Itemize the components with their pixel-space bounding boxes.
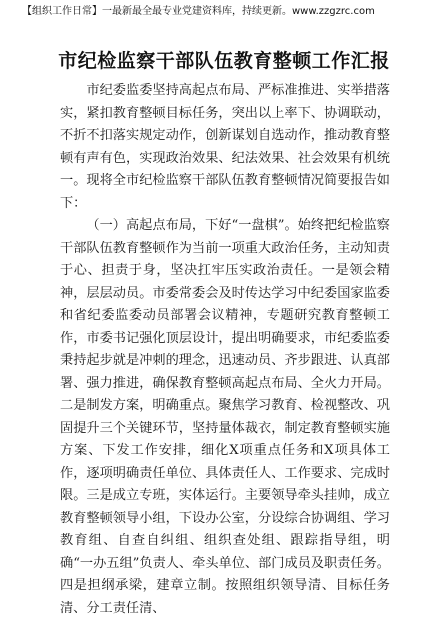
paragraph-intro: 市纪委监委坚持高起点布局、严标准推进、实举措落实，紧扣教育整顿目标任务，突出以上率下、协调联动，不折不扣落实规定动作，创新谋划自选动作，推动教育整顿有声有色，实现政治效果、纪法效果、社会效果有机统一。现将全市纪检监察干部队伍教育整顿情况简要报告如下：: [60, 83, 390, 211]
document-body: [60, 80, 390, 620]
document-title: 市纪检监察干部队伍教育整顿工作汇报: [58, 50, 390, 72]
paragraph-section-one: （一）高起点布局，下好“一盘棋”。始终把纪检监察干部队伍教育整顿作为当前一项重大政治任务，主动知责于心、担责于身，坚决扛牢压实政治责任。一是领会精神，层层动员。市委常委会及时传达学习中纪委国家监委和省纪委监委动员部署会议精神，专题研究教育整顿工作，市委书记强化顶层设计，提出明确要求，市纪委监委秉持起步就是冲刺的理念，迅速动员、齐步跟进、认真部署、强力推进，确保教育整顿高起点布局、全火力开局。二是制发方案，明确重点。聚焦学习教育、检视整改、巩固提升三个关键环节，坚持量体裁衣，制定教育整顿实施方案、下发工作安排，细化X项重点任务和X项具体工作，逐项明确责任单位、具体责任人、工作要求、完成时限。三是成立专班，实体运行。主要领导牵头挂帅，成立教育整顿领导小组，下设办公室，分设综合协调组、学习教育组、自查自纠组、组织查处组、跟踪指导组，明确“一办五组”负责人、牵头单位、部门成员及职责任务。四是担纲承梁，建章立制。按照组织领导清、目标任务清、分工责任清、: [60, 218, 390, 616]
page-header: 【组织工作日常】一最新最全最专业党建资料库，持续更新。www.zzgzrc.com: [22, 6, 375, 17]
